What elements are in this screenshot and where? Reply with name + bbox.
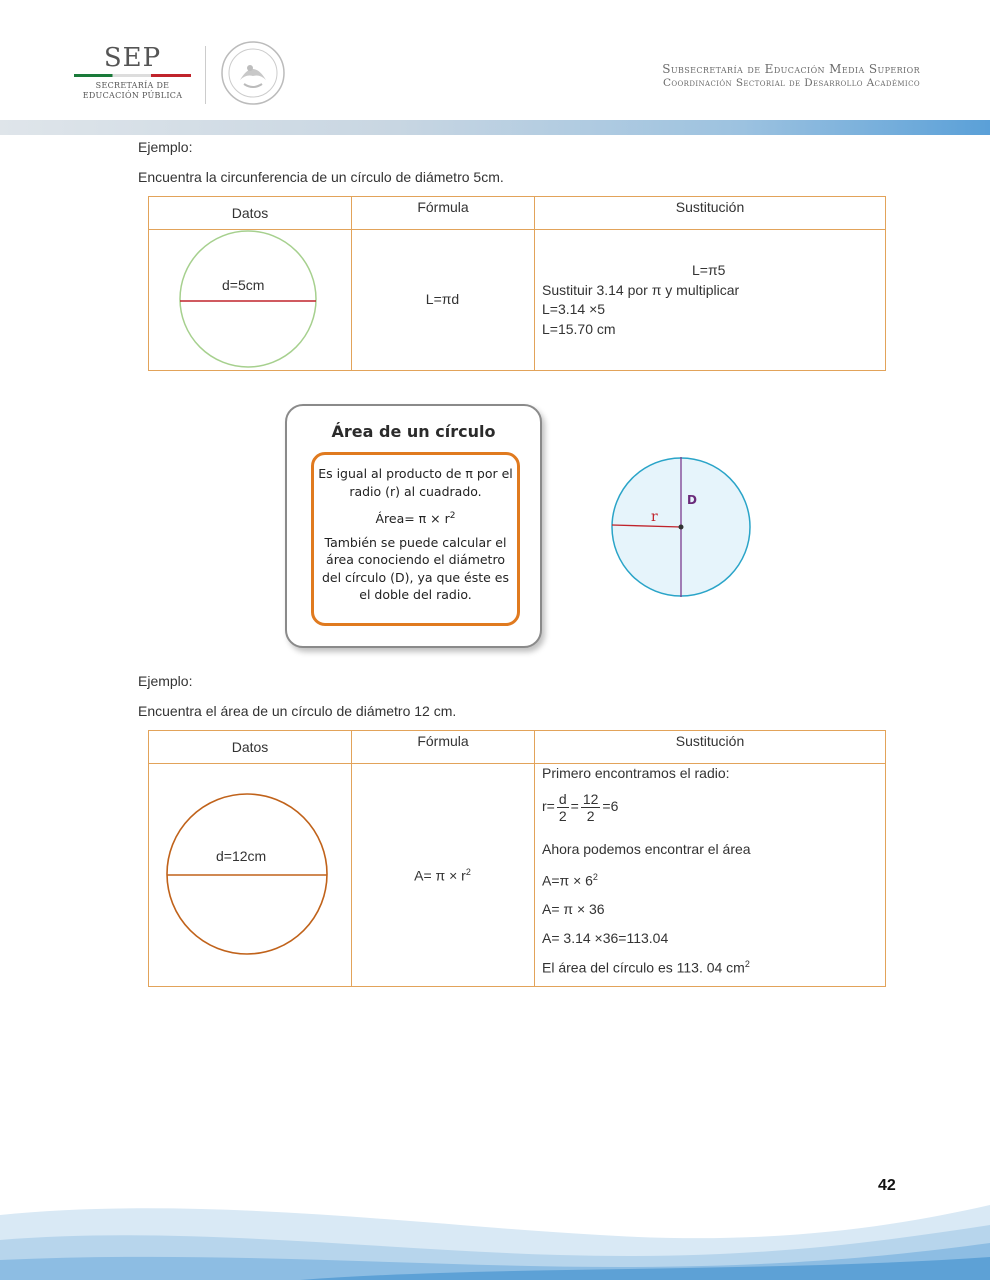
example2-step6-exp: 2 xyxy=(744,959,750,969)
example2-step4: A= π × 36 xyxy=(542,901,605,917)
example2-circle-label: d=12cm xyxy=(216,848,267,864)
example1-sub-line3: L=3.14 ×5 xyxy=(542,301,606,317)
example1-prompt: Encuentra la circunferencia de un círculo de diámetro 5cm. xyxy=(138,169,504,185)
sep-logo-sub2: EDUCACIÓN PÚBLICA xyxy=(82,91,183,100)
example1-sub-line1: L=π5 xyxy=(692,262,726,278)
footer-wave-decoration xyxy=(0,1195,990,1280)
example2-circle-diagram xyxy=(165,792,329,956)
example1-table xyxy=(148,196,886,371)
example2-step1: Primero encontramos el radio: xyxy=(542,765,730,781)
example1-circle-label: d=5cm xyxy=(222,277,265,293)
example2-formula-exp: 2 xyxy=(465,867,471,877)
header-institution xyxy=(662,62,920,89)
example2-step5: A= 3.14 ×36=113.04 xyxy=(542,930,669,946)
example1-label: Ejemplo: xyxy=(138,139,193,155)
example2-step3 xyxy=(542,872,598,889)
example2-header-formula: Fórmula xyxy=(351,731,534,763)
diagram-diameter-label: D xyxy=(687,493,697,507)
sep-logo-title: SEP xyxy=(103,43,162,73)
example2-step6 xyxy=(542,959,750,976)
example1-sub-line4: L=15.70 cm xyxy=(542,321,616,337)
header-band xyxy=(0,120,990,135)
example2-prompt: Encuentra el área de un círculo de diámetro 12 cm. xyxy=(138,703,457,719)
fraction-d-over-2 xyxy=(557,791,569,824)
example2-step2: Ahora podemos encontrar el área xyxy=(542,841,751,857)
frac1-numerator: d xyxy=(558,791,567,807)
area-info-definition: Es igual al producto de π por el radio (r) al cuadrado. xyxy=(318,466,513,499)
example2-formula-text: A= π × r xyxy=(414,867,466,884)
example1-sustitucion-cell xyxy=(534,229,885,370)
flag-stripe xyxy=(74,74,191,77)
frac1-denominator: 2 xyxy=(558,808,567,824)
example2-step6-text: El área del círculo es 113. 04 cm xyxy=(542,959,745,976)
national-seal-icon xyxy=(220,40,286,106)
example2-step3-text: A=π × 6 xyxy=(542,872,593,889)
frac2-denominator: 2 xyxy=(586,808,595,824)
page-number: 42 xyxy=(878,1177,896,1194)
example1-header-formula: Fórmula xyxy=(351,197,534,229)
example2-step3-exp: 2 xyxy=(592,872,598,882)
header-line-1: Subsecretaría de Educación Media Superior xyxy=(662,62,920,76)
example2-frac-prefix: r= xyxy=(542,798,555,815)
example2-label: Ejemplo: xyxy=(138,673,193,689)
example2-radius-fraction xyxy=(542,791,618,824)
area-info-box xyxy=(285,404,542,648)
example1-header-sustitucion: Sustitución xyxy=(534,197,885,229)
header-divider xyxy=(205,46,206,104)
area-info-content xyxy=(311,452,520,626)
example2-header-sustitucion: Sustitución xyxy=(534,731,885,763)
example1-formula: L=πd xyxy=(425,291,460,307)
frac2-numerator: 12 xyxy=(582,791,599,807)
example1-sub-line2: Sustituir 3.14 por π y multiplicar xyxy=(542,282,740,298)
example2-header-datos: Datos xyxy=(231,739,269,755)
area-info-formula-exp: 2 xyxy=(449,511,456,521)
example1-circle-diagram xyxy=(177,229,319,371)
example2-frac-result: =6 xyxy=(602,798,619,815)
area-info-formula xyxy=(318,508,513,528)
header-line-2: Coordinación Sectorial de Desarrollo Académico xyxy=(662,77,920,89)
area-info-formula-text: Área= π × r xyxy=(375,511,450,527)
example1-circle xyxy=(180,231,316,367)
fraction-12-over-2 xyxy=(581,791,601,824)
example2-formula xyxy=(351,867,534,884)
example2-circle xyxy=(167,794,327,954)
area-info-diameter-note: También se puede calcular el área conociendo el diámetro del círculo (D), ya que éste es el doble del radio. xyxy=(321,534,510,603)
diagram-radius-label: r xyxy=(651,509,658,525)
radius-diameter-diagram xyxy=(606,452,756,602)
example2-frac-eq: = xyxy=(570,798,579,815)
example1-header-datos: Datos xyxy=(231,205,269,221)
diagram-center-point xyxy=(679,525,684,530)
sep-logo xyxy=(70,44,195,101)
area-info-title: Área de un círculo xyxy=(331,422,496,441)
sep-logo-sub1: SECRETARÍA DE xyxy=(95,81,170,90)
example2-table xyxy=(148,730,886,987)
